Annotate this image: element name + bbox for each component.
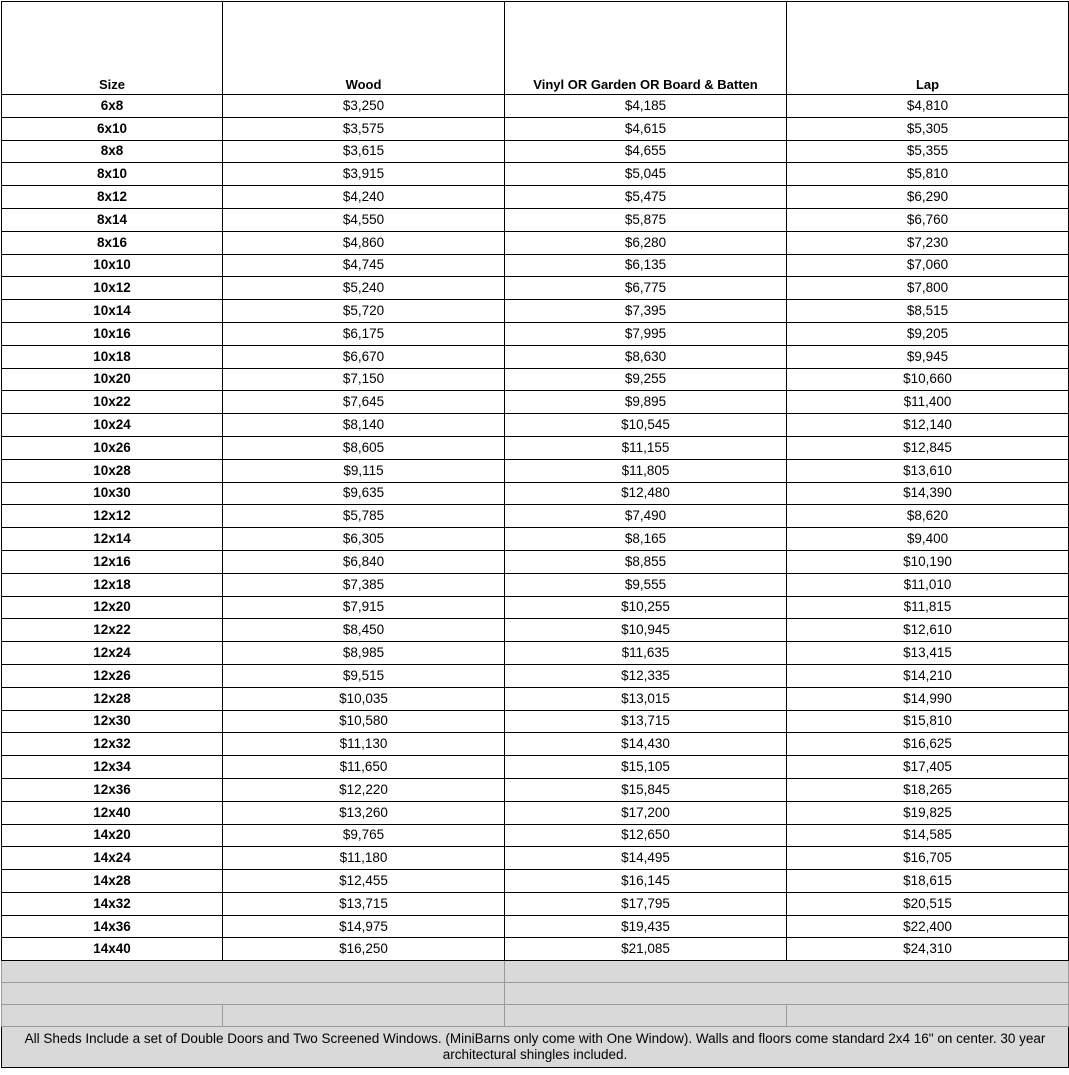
vinyl-price-cell: $12,335 [505, 664, 787, 687]
size-cell: 12x34 [2, 756, 223, 779]
wood-price-cell: $6,305 [223, 528, 505, 551]
size-cell: 12x26 [2, 664, 223, 687]
vinyl-price-cell: $17,200 [505, 801, 787, 824]
wood-price-cell: $7,385 [223, 573, 505, 596]
size-cell: 10x12 [2, 277, 223, 300]
vinyl-price-cell: $13,715 [505, 710, 787, 733]
size-cell: 8x8 [2, 140, 223, 163]
lap-price-cell: $18,615 [787, 870, 1069, 893]
wood-price-cell: $11,650 [223, 756, 505, 779]
size-cell: 8x16 [2, 231, 223, 254]
vinyl-price-cell: $10,945 [505, 619, 787, 642]
blank-cell [2, 983, 505, 1005]
wood-price-cell: $13,715 [223, 892, 505, 915]
table-row [2, 664, 1069, 687]
vinyl-price-cell: $19,435 [505, 915, 787, 938]
size-cell: 12x14 [2, 528, 223, 551]
footnote-row [2, 1026, 1069, 1067]
blank-cell [2, 1004, 223, 1026]
size-cell: 8x14 [2, 208, 223, 231]
lap-price-cell: $12,140 [787, 414, 1069, 437]
table-row [2, 186, 1069, 209]
lap-price-cell: $8,620 [787, 505, 1069, 528]
size-cell: 12x24 [2, 642, 223, 665]
table-row [2, 596, 1069, 619]
wood-price-cell: $8,450 [223, 619, 505, 642]
header-size: Size [2, 2, 223, 95]
wood-price-cell: $3,615 [223, 140, 505, 163]
size-cell: 10x10 [2, 254, 223, 277]
footnote-text: All Sheds Include a set of Double Doors and Two Screened Windows. (MiniBarns only come with One Window). Walls and floors come standard 2x4 16" on center. 30 year architectural shingles included. [2, 1026, 1069, 1067]
table-row [2, 391, 1069, 414]
wood-price-cell: $7,150 [223, 368, 505, 391]
size-cell: 12x16 [2, 550, 223, 573]
lap-price-cell: $11,010 [787, 573, 1069, 596]
lap-price-cell: $6,290 [787, 186, 1069, 209]
lap-price-cell: $13,415 [787, 642, 1069, 665]
wood-price-cell: $4,860 [223, 231, 505, 254]
table-row [2, 847, 1069, 870]
table-row [2, 505, 1069, 528]
lap-price-cell: $5,355 [787, 140, 1069, 163]
table-row [2, 140, 1069, 163]
table-row [2, 756, 1069, 779]
table-row [2, 368, 1069, 391]
table-row [2, 619, 1069, 642]
wood-price-cell: $9,115 [223, 459, 505, 482]
blank-cell [787, 1004, 1069, 1026]
size-cell: 10x20 [2, 368, 223, 391]
size-cell: 12x40 [2, 801, 223, 824]
vinyl-price-cell: $14,430 [505, 733, 787, 756]
size-cell: 12x36 [2, 778, 223, 801]
size-cell: 14x24 [2, 847, 223, 870]
size-cell: 6x10 [2, 117, 223, 140]
table-row [2, 938, 1069, 961]
vinyl-price-cell: $5,875 [505, 208, 787, 231]
size-cell: 12x18 [2, 573, 223, 596]
size-cell: 10x18 [2, 345, 223, 368]
size-cell: 12x12 [2, 505, 223, 528]
table-row [2, 414, 1069, 437]
vinyl-price-cell: $9,555 [505, 573, 787, 596]
lap-price-cell: $9,945 [787, 345, 1069, 368]
wood-price-cell: $13,260 [223, 801, 505, 824]
blank-row [2, 1004, 1069, 1026]
table-row [2, 550, 1069, 573]
blank-cell [223, 1004, 505, 1026]
table-row [2, 528, 1069, 551]
vinyl-price-cell: $5,475 [505, 186, 787, 209]
lap-price-cell: $15,810 [787, 710, 1069, 733]
vinyl-price-cell: $4,655 [505, 140, 787, 163]
vinyl-price-cell: $15,105 [505, 756, 787, 779]
lap-price-cell: $5,810 [787, 163, 1069, 186]
size-cell: 14x20 [2, 824, 223, 847]
table-row [2, 710, 1069, 733]
wood-price-cell: $3,250 [223, 95, 505, 118]
vinyl-price-cell: $6,135 [505, 254, 787, 277]
vinyl-price-cell: $11,805 [505, 459, 787, 482]
wood-price-cell: $3,575 [223, 117, 505, 140]
vinyl-price-cell: $8,630 [505, 345, 787, 368]
price-rows [2, 95, 1069, 961]
vinyl-price-cell: $16,145 [505, 870, 787, 893]
table-row [2, 208, 1069, 231]
lap-price-cell: $8,515 [787, 300, 1069, 323]
table-row [2, 163, 1069, 186]
table-row [2, 231, 1069, 254]
vinyl-price-cell: $21,085 [505, 938, 787, 961]
size-cell: 14x32 [2, 892, 223, 915]
wood-price-cell: $4,745 [223, 254, 505, 277]
size-cell: 8x10 [2, 163, 223, 186]
vinyl-price-cell: $6,775 [505, 277, 787, 300]
table-row [2, 778, 1069, 801]
size-cell: 12x28 [2, 687, 223, 710]
wood-price-cell: $11,180 [223, 847, 505, 870]
wood-price-cell: $10,580 [223, 710, 505, 733]
size-cell: 10x30 [2, 482, 223, 505]
lap-price-cell: $4,810 [787, 95, 1069, 118]
header-lap: Lap [787, 2, 1069, 95]
size-cell: 10x16 [2, 322, 223, 345]
wood-price-cell: $12,455 [223, 870, 505, 893]
header-row [2, 2, 1069, 95]
table-row [2, 870, 1069, 893]
wood-price-cell: $4,240 [223, 186, 505, 209]
vinyl-price-cell: $10,545 [505, 414, 787, 437]
vinyl-price-cell: $7,490 [505, 505, 787, 528]
lap-price-cell: $12,845 [787, 436, 1069, 459]
vinyl-price-cell: $7,995 [505, 322, 787, 345]
lap-price-cell: $7,230 [787, 231, 1069, 254]
wood-price-cell: $5,240 [223, 277, 505, 300]
vinyl-price-cell: $11,155 [505, 436, 787, 459]
wood-price-cell: $9,635 [223, 482, 505, 505]
table-row [2, 436, 1069, 459]
table-row [2, 300, 1069, 323]
lap-price-cell: $10,660 [787, 368, 1069, 391]
wood-price-cell: $10,035 [223, 687, 505, 710]
lap-price-cell: $11,815 [787, 596, 1069, 619]
blank-cell [505, 1004, 787, 1026]
lap-price-cell: $5,305 [787, 117, 1069, 140]
size-cell: 8x12 [2, 186, 223, 209]
size-cell: 12x30 [2, 710, 223, 733]
table-row [2, 642, 1069, 665]
vinyl-price-cell: $4,185 [505, 95, 787, 118]
table-row [2, 254, 1069, 277]
blank-cell [2, 961, 505, 983]
vinyl-price-cell: $7,395 [505, 300, 787, 323]
vinyl-price-cell: $4,615 [505, 117, 787, 140]
wood-price-cell: $9,765 [223, 824, 505, 847]
header-wood: Wood [223, 2, 505, 95]
size-cell: 12x32 [2, 733, 223, 756]
vinyl-price-cell: $12,650 [505, 824, 787, 847]
wood-price-cell: $8,140 [223, 414, 505, 437]
lap-price-cell: $16,705 [787, 847, 1069, 870]
lap-price-cell: $18,265 [787, 778, 1069, 801]
lap-price-cell: $13,610 [787, 459, 1069, 482]
lap-price-cell: $24,310 [787, 938, 1069, 961]
vinyl-price-cell: $14,495 [505, 847, 787, 870]
wood-price-cell: $8,985 [223, 642, 505, 665]
lap-price-cell: $9,205 [787, 322, 1069, 345]
header-vinyl-garden-board-batten: Vinyl OR Garden OR Board & Batten [505, 2, 787, 95]
vinyl-price-cell: $8,165 [505, 528, 787, 551]
lap-price-cell: $17,405 [787, 756, 1069, 779]
table-row [2, 482, 1069, 505]
lap-price-cell: $16,625 [787, 733, 1069, 756]
table-row [2, 915, 1069, 938]
vinyl-price-cell: $15,845 [505, 778, 787, 801]
wood-price-cell: $16,250 [223, 938, 505, 961]
size-cell: 6x8 [2, 95, 223, 118]
lap-price-cell: $7,800 [787, 277, 1069, 300]
table-row [2, 824, 1069, 847]
vinyl-price-cell: $12,480 [505, 482, 787, 505]
wood-price-cell: $4,550 [223, 208, 505, 231]
size-cell: 10x14 [2, 300, 223, 323]
size-cell: 10x26 [2, 436, 223, 459]
lap-price-cell: $19,825 [787, 801, 1069, 824]
wood-price-cell: $11,130 [223, 733, 505, 756]
table-row [2, 801, 1069, 824]
table-row [2, 459, 1069, 482]
size-cell: 14x28 [2, 870, 223, 893]
size-cell: 10x24 [2, 414, 223, 437]
table-row [2, 345, 1069, 368]
lap-price-cell: $20,515 [787, 892, 1069, 915]
wood-price-cell: $5,785 [223, 505, 505, 528]
lap-price-cell: $14,990 [787, 687, 1069, 710]
table-row [2, 117, 1069, 140]
lap-price-cell: $14,210 [787, 664, 1069, 687]
vinyl-price-cell: $10,255 [505, 596, 787, 619]
blank-row [2, 983, 1069, 1005]
blank-row [2, 961, 1069, 983]
wood-price-cell: $3,915 [223, 163, 505, 186]
size-cell: 14x36 [2, 915, 223, 938]
table-row [2, 733, 1069, 756]
table-row [2, 892, 1069, 915]
shed-price-table [1, 1, 1069, 1068]
table-row [2, 95, 1069, 118]
size-cell: 10x22 [2, 391, 223, 414]
blank-cell [505, 961, 1069, 983]
wood-price-cell: $9,515 [223, 664, 505, 687]
table-row [2, 322, 1069, 345]
wood-price-cell: $8,605 [223, 436, 505, 459]
lap-price-cell: $14,390 [787, 482, 1069, 505]
wood-price-cell: $5,720 [223, 300, 505, 323]
table-row [2, 573, 1069, 596]
size-cell: 14x40 [2, 938, 223, 961]
size-cell: 12x22 [2, 619, 223, 642]
vinyl-price-cell: $9,895 [505, 391, 787, 414]
lap-price-cell: $7,060 [787, 254, 1069, 277]
vinyl-price-cell: $6,280 [505, 231, 787, 254]
wood-price-cell: $6,175 [223, 322, 505, 345]
wood-price-cell: $6,840 [223, 550, 505, 573]
size-cell: 10x28 [2, 459, 223, 482]
wood-price-cell: $7,645 [223, 391, 505, 414]
vinyl-price-cell: $5,045 [505, 163, 787, 186]
table-row [2, 687, 1069, 710]
lap-price-cell: $10,190 [787, 550, 1069, 573]
wood-price-cell: $12,220 [223, 778, 505, 801]
lap-price-cell: $9,400 [787, 528, 1069, 551]
wood-price-cell: $14,975 [223, 915, 505, 938]
vinyl-price-cell: $9,255 [505, 368, 787, 391]
size-cell: 12x20 [2, 596, 223, 619]
vinyl-price-cell: $8,855 [505, 550, 787, 573]
wood-price-cell: $7,915 [223, 596, 505, 619]
lap-price-cell: $14,585 [787, 824, 1069, 847]
lap-price-cell: $22,400 [787, 915, 1069, 938]
lap-price-cell: $11,400 [787, 391, 1069, 414]
vinyl-price-cell: $11,635 [505, 642, 787, 665]
table-row [2, 277, 1069, 300]
lap-price-cell: $6,760 [787, 208, 1069, 231]
wood-price-cell: $6,670 [223, 345, 505, 368]
lap-price-cell: $12,610 [787, 619, 1069, 642]
vinyl-price-cell: $13,015 [505, 687, 787, 710]
vinyl-price-cell: $17,795 [505, 892, 787, 915]
blank-cell [505, 983, 1069, 1005]
